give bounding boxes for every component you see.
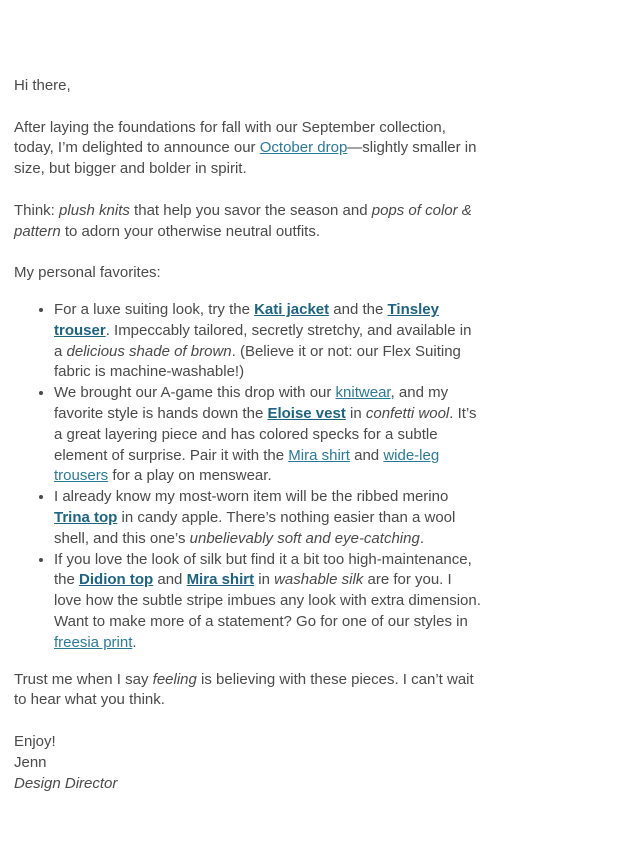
favorites-list <box>14 300 482 654</box>
text: that help you savor the season and <box>129 201 372 219</box>
list-item <box>54 383 482 487</box>
text: is believing with these pieces. I can’t wait to hear what you think. <box>14 670 474 709</box>
think-paragraph <box>14 201 482 243</box>
signoff: Enjoy! <box>14 732 56 750</box>
emphasis: pops of color & pattern <box>14 201 472 240</box>
emphasis: feeling <box>152 670 197 688</box>
text: For a luxe suiting look, try the <box>54 300 255 318</box>
wide-leg-trousers-link[interactable]: wide-leg trousers <box>54 446 440 485</box>
email-body <box>14 76 482 794</box>
signature-title <box>14 774 482 795</box>
knitwear-link[interactable]: knitwear <box>335 384 391 402</box>
emphasis: delicious shade of brown <box>66 342 232 360</box>
text: are for you. I love how the subtle stripe imbues any look with extra dimension. Want to make more of a statement? Go for one of our styles in <box>54 571 481 630</box>
mira-shirt-link[interactable]: Mira shirt <box>288 446 350 464</box>
eloise-vest-link[interactable]: Eloise vest <box>267 404 346 422</box>
text: . <box>419 529 424 547</box>
october-drop-link[interactable]: October drop <box>259 139 348 157</box>
text: in candy apple. There’s nothing easier than a wool shell, and this one’s <box>54 508 456 547</box>
emphasis: washable silk <box>274 571 364 589</box>
text: If you love the look of silk but find it a bit too high-maintenance, the <box>54 550 472 589</box>
greeting: Hi there, <box>14 77 71 94</box>
title-text: Design Director <box>14 774 118 792</box>
emphasis: plush knits <box>59 201 130 219</box>
text: for a play on menswear. <box>108 467 272 485</box>
didion-top-link[interactable]: Didion top <box>79 571 154 589</box>
list-item <box>54 300 482 383</box>
text: Trust me when I say <box>14 670 153 688</box>
text: After laying the foundations for fall with our September collection, today, I’m delighted to announce our <box>14 118 446 157</box>
trina-top-link[interactable]: Trina top <box>54 508 118 526</box>
mira-shirt-silk-link[interactable]: Mira shirt <box>186 571 255 589</box>
intro-paragraph <box>14 118 482 180</box>
text: Think: <box>14 201 60 219</box>
text: , and my favorite style is hands down the <box>54 384 449 422</box>
freesia-print-link[interactable]: freesia print <box>54 633 133 651</box>
emphasis: unbelievably soft and eye-catching <box>189 529 420 547</box>
tinsley-trouser-link[interactable]: Tinsley trouser <box>54 300 439 339</box>
list-item <box>54 550 482 654</box>
text: . <box>132 633 137 651</box>
signature-name: Jenn <box>14 753 47 771</box>
emphasis: confetti wool <box>365 404 450 422</box>
text: . It’s a great layering piece and has colored specks for a subtle element of surprise. Pair it with the <box>54 404 477 464</box>
text: and <box>153 571 187 589</box>
text: . Impeccably tailored, secretly stretchy, and available in a <box>54 321 472 360</box>
text: and <box>349 446 384 464</box>
favorites-label: My personal favorites: <box>14 264 161 282</box>
closing-paragraph <box>14 670 482 712</box>
text: in <box>254 571 275 589</box>
text: in <box>345 404 366 422</box>
text: We brought our A-game this drop with our <box>54 384 336 402</box>
text: . (Believe it or not: our Flex Suiting fabric is machine-washable!) <box>54 342 461 381</box>
list-item <box>54 487 482 549</box>
text: I already know my most-worn item will be the ribbed merino <box>54 488 449 506</box>
text: to adorn your otherwise neutral outfits. <box>60 222 321 240</box>
kati-jacket-link[interactable]: Kati jacket <box>254 300 330 318</box>
text: and the <box>329 300 388 318</box>
text: —slightly smaller in size, but bigger and bolder in spirit. <box>14 139 477 178</box>
